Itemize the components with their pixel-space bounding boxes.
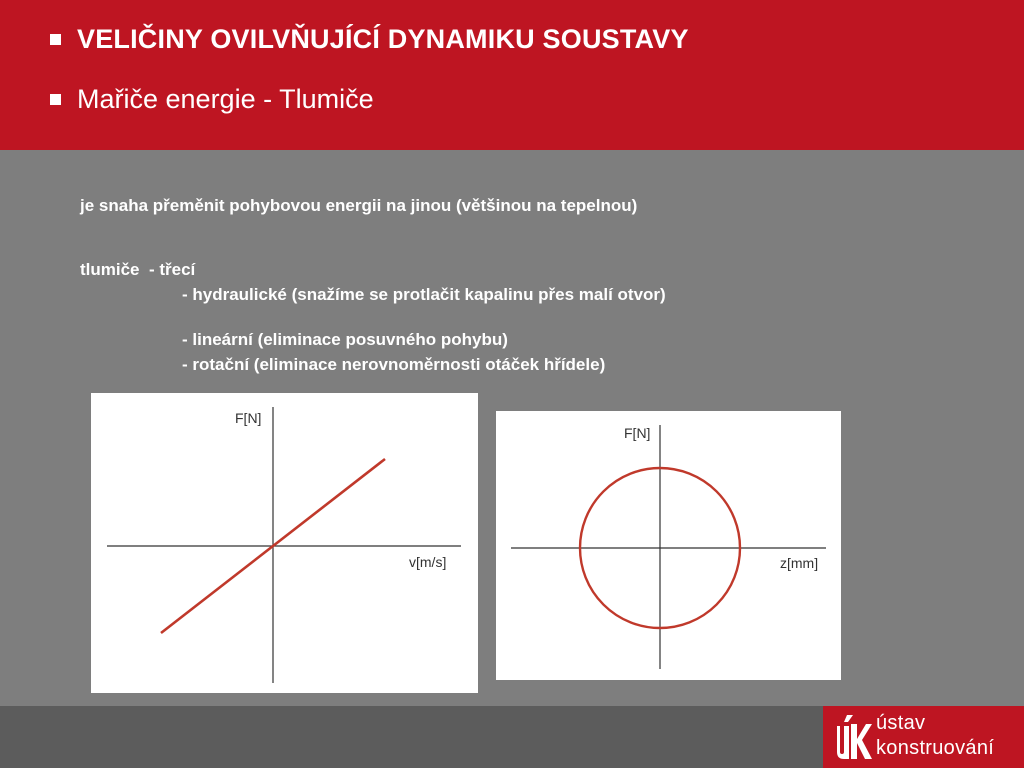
damper-type-hydraulic: - hydraulické (snažíme se protlačit kapalinu přes malí otvor)	[182, 285, 666, 304]
chart-circle-panel	[496, 411, 841, 680]
chart-circle-ylabel: F[N]	[624, 425, 651, 441]
institute-logo-text	[876, 711, 994, 761]
bullet-icon	[50, 94, 61, 105]
logo-line-2: konstruování	[876, 737, 995, 759]
chart-linear-xlabel: v[m/s]	[409, 554, 447, 570]
page-subtitle-text: Mařiče energie - Tlumiče	[77, 84, 374, 114]
page-title-text: VELIČINY OVILVŇUJÍCÍ DYNAMIKU SOUSTAVY	[77, 24, 689, 54]
chart-linear-panel	[91, 393, 478, 693]
chart-circle-xlabel: z[mm]	[780, 555, 819, 571]
damper-types-label: tlumiče - třecí	[80, 260, 196, 279]
chart-circle	[496, 411, 841, 680]
institute-logo	[823, 706, 1024, 768]
page-subtitle	[50, 84, 374, 115]
chart-linear-ylabel: F[N]	[235, 410, 262, 426]
page-title	[50, 24, 689, 55]
damper-type-linear: - lineární (eliminace posuvného pohybu)	[182, 330, 508, 349]
bullet-icon	[50, 34, 61, 45]
logo-line-1: ústav	[876, 712, 926, 734]
header-band	[0, 0, 1024, 150]
chart-linear	[91, 393, 478, 693]
institute-logo-icon	[829, 712, 873, 762]
damper-type-rotary: - rotační (eliminace nerovnoměrnosti otáček hřídele)	[182, 355, 606, 374]
intro-text: je snaha přeměnit pohybovou energii na jinou (většinou na tepelnou)	[80, 196, 638, 215]
